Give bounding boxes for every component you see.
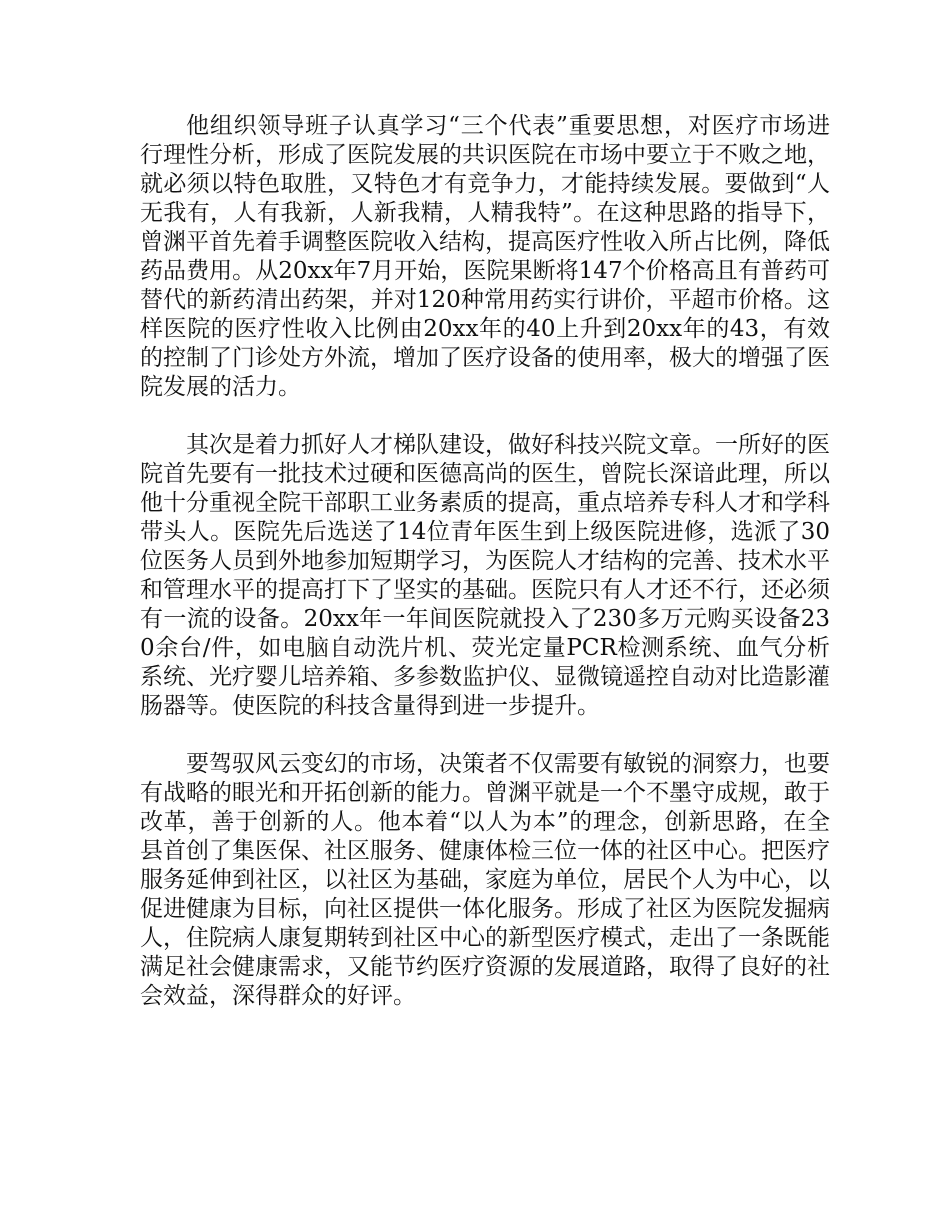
paragraph-2: 其次是着力抓好人才梯队建设，做好科技兴院文章。一所好的医院首先要有一批技术过硬和医德高尚的医生，曾院长深谙此理，所以他十分重视全院干部职工业务素质的提高，重点培养专科人才和学科带头人。医院先后选送了14位青年医生到上级医院进修，选派了30位医务人员到外地参加短期学习，为医院人才结构的完善、技术水平和管理水平的提高打下了坚实的基础。医院只有人才还不行，还必须有一流的设备。20xx年一年间医院就投入了230多万元购买设备230余台/件，如电脑自动洗片机、荧光定量PCR检测系统、血气分析系统、光疗婴儿培养箱、多参数监护仪、显微镜遥控自动对比造影灌肠器等。使医院的科技含量得到进一步提升。 <box>140 432 830 719</box>
document-body <box>140 112 830 1040</box>
paragraph-1: 他组织领导班子认真学习“三个代表”重要思想，对医疗市场进行理性分析，形成了医院发展的共识医院在市场中要立于不败之地，就必须以特色取胜，又特色才有竞争力，才能持续发展。要做到“人无我有，人有我新，人新我精，人精我特”。在这种思路的指导下，曾渊平首先着手调整医院收入结构，提高医疗性收入所占比例，降低药品费用。从20xx年7月开始，医院果断将147个价格高且有普药可替代的新药清出药架，并对120种常用药实行讲价，平超市价格。这样医院的医疗性收入比例由20xx年的40上升到20xx年的43，有效的控制了门诊处方外流，增加了医疗设备的使用率，极大的增强了医院发展的活力。 <box>140 113 830 400</box>
paragraph-3: 要驾驭风云变幻的市场，决策者不仅需要有敏锐的洞察力，也要有战略的眼光和开拓创新的能力。曾渊平就是一个不墨守成规，敢于改革，善于创新的人。他本着“以人为本”的理念，创新思路，在全县首创了集医保、社区服务、健康体检三位一体的社区中心。把医疗服务延伸到社区，以社区为基础，家庭为单位，居民个人为中心，以促进健康为目标，向社区提供一体化服务。形成了社区为医院发掘病人，住院病人康复期转到社区中心的新型医疗模式，走出了一条既能满足社会健康需求，又能节约医疗资源的发展道路，取得了良好的社会效益，深得群众的好评。 <box>140 751 830 1009</box>
